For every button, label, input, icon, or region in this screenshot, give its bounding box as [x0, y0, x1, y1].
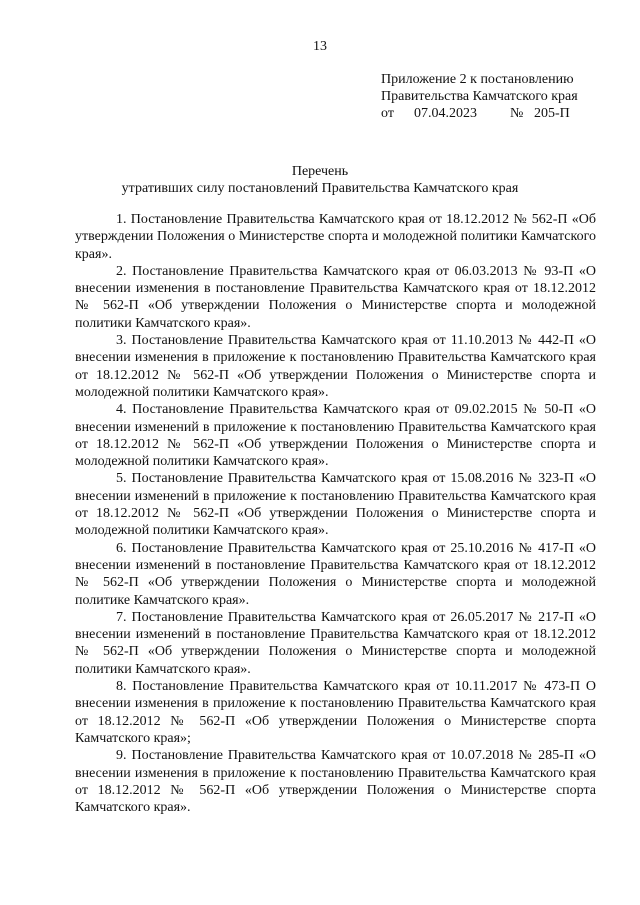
- list-item: 4. Постановление Правительства Камчатского края от 09.02.2015 № 50-П «О внесении изменений в приложение к постановлению Правительства Камчатского края от 18.12.2012 № 562-П «Об утверждении Положения о Министерстве спорта и молодежной политики Камчатского края».: [75, 402, 596, 470]
- list-item: 6. Постановление Правительства Камчатского края от 25.10.2016 № 417-П «О внесении изменений в постановление Правительства Камчатского края от 18.12.2012 № 562-П «Об утверждении Положения о Министерстве спорта и молодежной политике Камчатского края».: [75, 540, 596, 608]
- list-item: 9. Постановление Правительства Камчатского края от 10.07.2018 № 285-П «О внесении изменения в приложение к постановлению Правительства Камчатского края от 18.12.2012 № 562-П «Об утверждении Положения о Министерстве спорта Камчатского края».: [75, 748, 596, 816]
- title-line-2: утративших силу постановлений Правительства Камчатского края: [121, 181, 519, 196]
- annex-line-2: Правительства Камчатского края: [381, 89, 578, 104]
- page-number: 13: [313, 39, 327, 54]
- list-item: 5. Постановление Правительства Камчатского края от 15.08.2016 № 323-П «О внесении изменений в приложение к постановлению Правительства Камчатского края от 18.12.2012 № 562-П «Об утверждении Положения о Министерстве спорта и молодежной политики Камчатского края».: [75, 471, 596, 539]
- annex-number-sign: №: [510, 106, 524, 121]
- title-line-1: Перечень: [291, 164, 349, 179]
- annex-header: [381, 71, 578, 122]
- document-title: [0, 163, 640, 197]
- annex-date: 07.04.2023: [414, 106, 477, 121]
- list-item: 2. Постановление Правительства Камчатского края от 06.03.2013 № 93-П «О внесении изменения в постановление Правительства Камчатского края от 18.12.2012 № 562-П «Об утверждении Положения о Министерстве спорта и молодежной политики Камчатского края».: [75, 263, 596, 331]
- list-item: 7. Постановление Правительства Камчатского края от 26.05.2017 № 217-П «О внесении изменений в постановление Правительства Камчатского края от 18.12.2012 № 562-П «Об утверждении Положения о Министерстве спорта и молодежной политики Камчатского края».: [75, 609, 596, 677]
- list-item: 1. Постановление Правительства Камчатского края от 18.12.2012 № 562-П «Об утверждении Положения о Министерстве спорта и молодежной политики Камчатского края».: [75, 212, 596, 262]
- annex-from-label: от: [381, 106, 394, 121]
- annex-number: 205-П: [534, 106, 570, 121]
- annex-line-1: Приложение 2 к постановлению: [381, 72, 574, 87]
- annex-date-row: [381, 105, 578, 122]
- list-item: 3. Постановление Правительства Камчатского края от 11.10.2013 № 442-П «О внесении изменения в приложение к постановлению Правительства Камчатского края от 18.12.2012 № 562-П «Об утверждении Положения о Министерстве спорта и молодежной политики Камчатского края».: [75, 333, 596, 400]
- list-item: 8. Постановление Правительства Камчатского края от 10.11.2017 № 473-П О внесении изменения в приложение к постановлению Правительства Камчатского края от 18.12.2012 № 562-П «Об утверждении Положения о Министерстве спорта Камчатского края»;: [75, 679, 596, 746]
- resolutions-list: [75, 211, 596, 816]
